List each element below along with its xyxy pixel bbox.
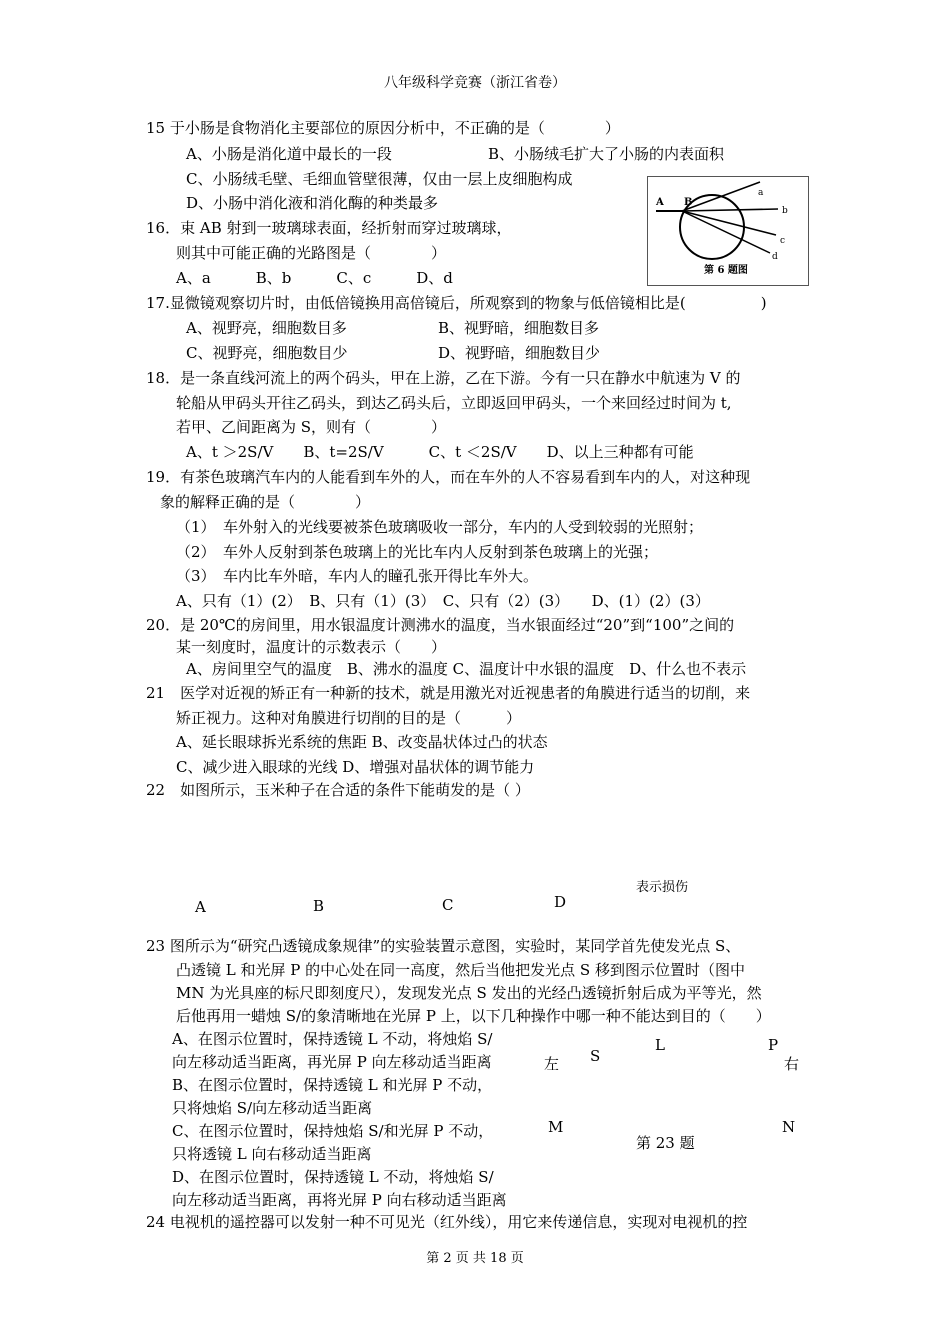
q19-options: A、只有（1）(2） B、只有（1）(3） C、只有（2）(3） D、(1）(2）(3） <box>176 592 710 610</box>
q15-option-a: A、小肠是消化道中最长的一段 <box>186 145 392 163</box>
fig23-label-m: M <box>548 1118 564 1136</box>
fig6-ray-c: c <box>780 236 786 246</box>
q20-options: A、房间里空气的温度 B、沸水的温度 C、温度计中水银的温度 D、什么也不表示 <box>186 660 747 678</box>
q18-stem: 18．是一条直线河流上的两个码头，甲在上游，乙在下游。今有一只在静水中航速为 V 的 <box>146 369 741 387</box>
q19-stem-2: 象的解释正确的是（ ） <box>160 493 371 511</box>
q23-stem-4: 后他再用一蜡烛 S/的象清晰地在光屏 P 上，以下几种操作中哪一种不能达到目的（ ） <box>176 1007 771 1025</box>
q23-option-a-2: 向左移动适当距离，再光屏 P 向左移动适当距离 <box>172 1053 492 1071</box>
q17-option-b: B、视野暗，细胞数目多 <box>438 319 600 337</box>
page-footer: 第 2 页 共 18 页 <box>426 1251 524 1266</box>
page-header: 八年级科学竞赛（浙江省卷） <box>384 75 566 91</box>
q18-options: A、t ＞2S/V B、t=2S/V C、t ＜2S/V D、以上三种都有可能 <box>186 443 694 461</box>
q23-option-c-1: C、在图示位置时，保持烛焰 S/和光屏 P 不动， <box>172 1122 494 1140</box>
fig23-label-right: 右 <box>784 1055 800 1073</box>
fig23-label-left: 左 <box>544 1055 560 1073</box>
q17-stem: 17.显微镜观察切片时，由低倍镜换用高倍镜后，所观察到的物象与低倍镜相比是( ) <box>146 294 767 312</box>
fig23-caption: 第 23 题 <box>636 1134 695 1152</box>
q19-statement-1: （1） 车外射入的光线要被茶色玻璃吸收一部分，车内的人受到较弱的光照射； <box>176 518 704 536</box>
fig6-caption: 第 6 题图 <box>704 265 748 276</box>
fig23-label-l: L <box>655 1036 665 1054</box>
q22-stem: 22 如图所示，玉米种子在合适的条件下能萌发的是（ ） <box>146 781 530 799</box>
q15-stem: 15 于小肠是食物消化主要部位的原因分析中，不正确的是（ ） <box>146 119 620 137</box>
fig6-ray-b: b <box>782 206 788 216</box>
q22-label-b: B <box>313 897 325 915</box>
q23-option-a-1: A、在图示位置时，保持透镜 L 不动，将烛焰 S/ <box>172 1030 493 1048</box>
q20-stem: 20．是 20℃的房间里，用水银温度计测沸水的温度，当水银面经过“20”到“100”之间的 <box>146 616 735 634</box>
q17-option-c: C、视野亮，细胞数目少 <box>186 344 348 362</box>
q23-option-b-2: 只将烛焰 S/向左移动适当距离 <box>172 1099 373 1117</box>
q18-stem-3: 若甲、乙间距离为 S，则有（ ） <box>176 418 447 436</box>
q17-option-a: A、视野亮，细胞数目多 <box>186 319 347 337</box>
q19-statement-2: （2） 车外人反射到茶色玻璃上的光比车内人反射到茶色玻璃上的光强； <box>176 543 659 561</box>
q16-stem-2: 则其中可能正确的光路图是（ ） <box>176 244 447 262</box>
q20-stem-2: 某一刻度时，温度计的示数表示（ ） <box>176 638 447 656</box>
q21-options-cd: C、减少进入眼球的光线 D、增强对晶状体的调节能力 <box>176 758 535 776</box>
glass-ball-diagram <box>648 177 808 285</box>
fig23-label-n: N <box>782 1118 796 1136</box>
q23-stem-3: MN 为光具座的标尺即刻度尺），发现发光点 S 发出的光经凸透镜折射后成为平等光，然 <box>176 984 762 1002</box>
fig6-ray-d: d <box>772 252 778 262</box>
q22-damage-note: 表示损伤 <box>636 880 689 895</box>
q23-option-d-2: 向左移动适当距离，再将光屏 P 向右移动适当距离 <box>172 1191 507 1209</box>
q23-stem: 23 图所示为“研究凸透镜成象规律”的实验装置示意图，实验时，某同学首先使发光点 S、 <box>146 937 741 955</box>
q15-option-d: D、小肠中消化液和消化酶的种类最多 <box>186 194 439 212</box>
q15-option-c: C、小肠绒毛壁、毛细血管壁很薄，仅由一层上皮细胞构成 <box>186 170 573 188</box>
q23-option-c-2: 只将透镜 L 向右移动适当距离 <box>172 1145 372 1163</box>
glass-ball-figure <box>647 176 809 286</box>
fig6-ray-a: a <box>758 188 764 198</box>
q15-option-b: B、小肠绒毛扩大了小肠的内表面积 <box>488 145 725 163</box>
q23-option-b-1: B、在图示位置时，保持透镜 L 和光屏 P 不动， <box>172 1076 493 1094</box>
fig6-label-a-point: A <box>656 197 664 208</box>
q17-option-d: D、视野暗，细胞数目少 <box>438 344 601 362</box>
q22-label-d: D <box>554 893 567 911</box>
q21-stem-2: 矫正视力。这种对角膜进行切削的目的是（ ） <box>176 709 522 727</box>
q21-stem: 21 医学对近视的矫正有一种新的技术，就是用激光对近视患者的角膜进行适当的切削，来 <box>146 684 751 702</box>
q22-label-a: A <box>195 898 206 916</box>
q23-option-d-1: D、在图示位置时，保持透镜 L 不动，将烛焰 S/ <box>172 1168 494 1186</box>
q16-options: A、a B、b C、c D、d <box>176 269 453 287</box>
fig6-label-b-point: B <box>684 197 693 208</box>
q19-statement-3: （3） 车内比车外暗，车内人的瞳孔张开得比车外大。 <box>176 567 539 585</box>
fig23-label-s: S <box>590 1047 601 1065</box>
q23-stem-2: 凸透镜 L 和光屏 P 的中心处在同一高度，然后当他把发光点 S 移到图示位置时（图中 <box>176 961 745 979</box>
q19-stem: 19．有茶色玻璃汽车内的人能看到车外的人，而在车外的人不容易看到车内的人，对这种现 <box>146 468 751 486</box>
q21-options-ab: A、延长眼球拆光系统的焦距 B、改变晶状体过凸的状态 <box>176 733 548 751</box>
q22-label-c: C <box>442 896 454 914</box>
fig23-label-p: P <box>768 1036 779 1054</box>
q16-stem: 16．束 AB 射到一玻璃球表面，经折射而穿过玻璃球， <box>146 219 512 237</box>
q18-stem-2: 轮船从甲码头开往乙码头，到达乙码头后，立即返回甲码头，一个来回经过时间为 t, <box>176 394 732 412</box>
q24-stem: 24 电视机的遥控器可以发射一种不可见光（红外线），用它来传递信息，实现对电视机的控 <box>146 1213 748 1231</box>
